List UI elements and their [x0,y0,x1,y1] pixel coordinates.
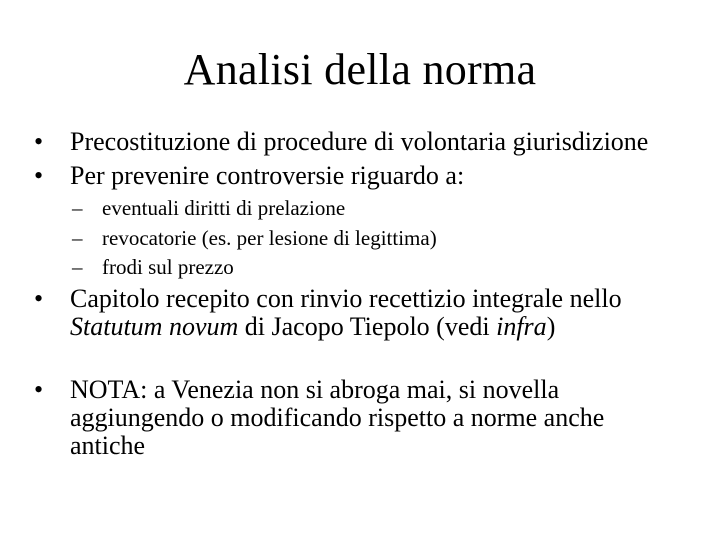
bullet-fragment: ) [546,312,556,341]
sub-bullet-text: frodi sul prezzo [102,255,234,279]
bullet-line: Capitolo recepito con rinvio recettizio integrale nello [70,284,622,313]
bullet-dot: • [34,161,44,190]
bullet-text: Precostituzione di procedure di volontaria giurisdizione [70,127,649,156]
bullet-line: NOTA: a Venezia non si abroga mai, si novella [70,375,560,404]
italic-title: Statutum novum [70,312,239,341]
sub-bullet-dash: – [72,226,83,250]
bullet-text: Per prevenire controversie riguardo a: [70,161,465,190]
sub-bullet-text: revocatorie (es. per lesione di legittima) [102,226,437,250]
bullet-line: aggiungendo o modificando rispetto a norme anche [70,403,605,432]
bullet-dot: • [34,284,44,313]
bullet-line: antiche [70,431,146,460]
bullet-dot: • [34,375,44,404]
sub-bullet-dash: – [72,196,83,220]
bullet-dot: • [34,127,44,156]
italic-word: infra [496,312,547,341]
sub-bullet-dash: – [72,255,83,279]
bullet-fragment: di Jacopo Tiepolo (vedi [238,312,497,341]
bullet-line [70,313,710,341]
bullet-text [70,376,710,460]
bullet-text [70,285,710,341]
sub-bullet-text: eventuali diritti di prelazione [102,196,346,220]
slide-title: Analisi della norma [183,45,537,94]
